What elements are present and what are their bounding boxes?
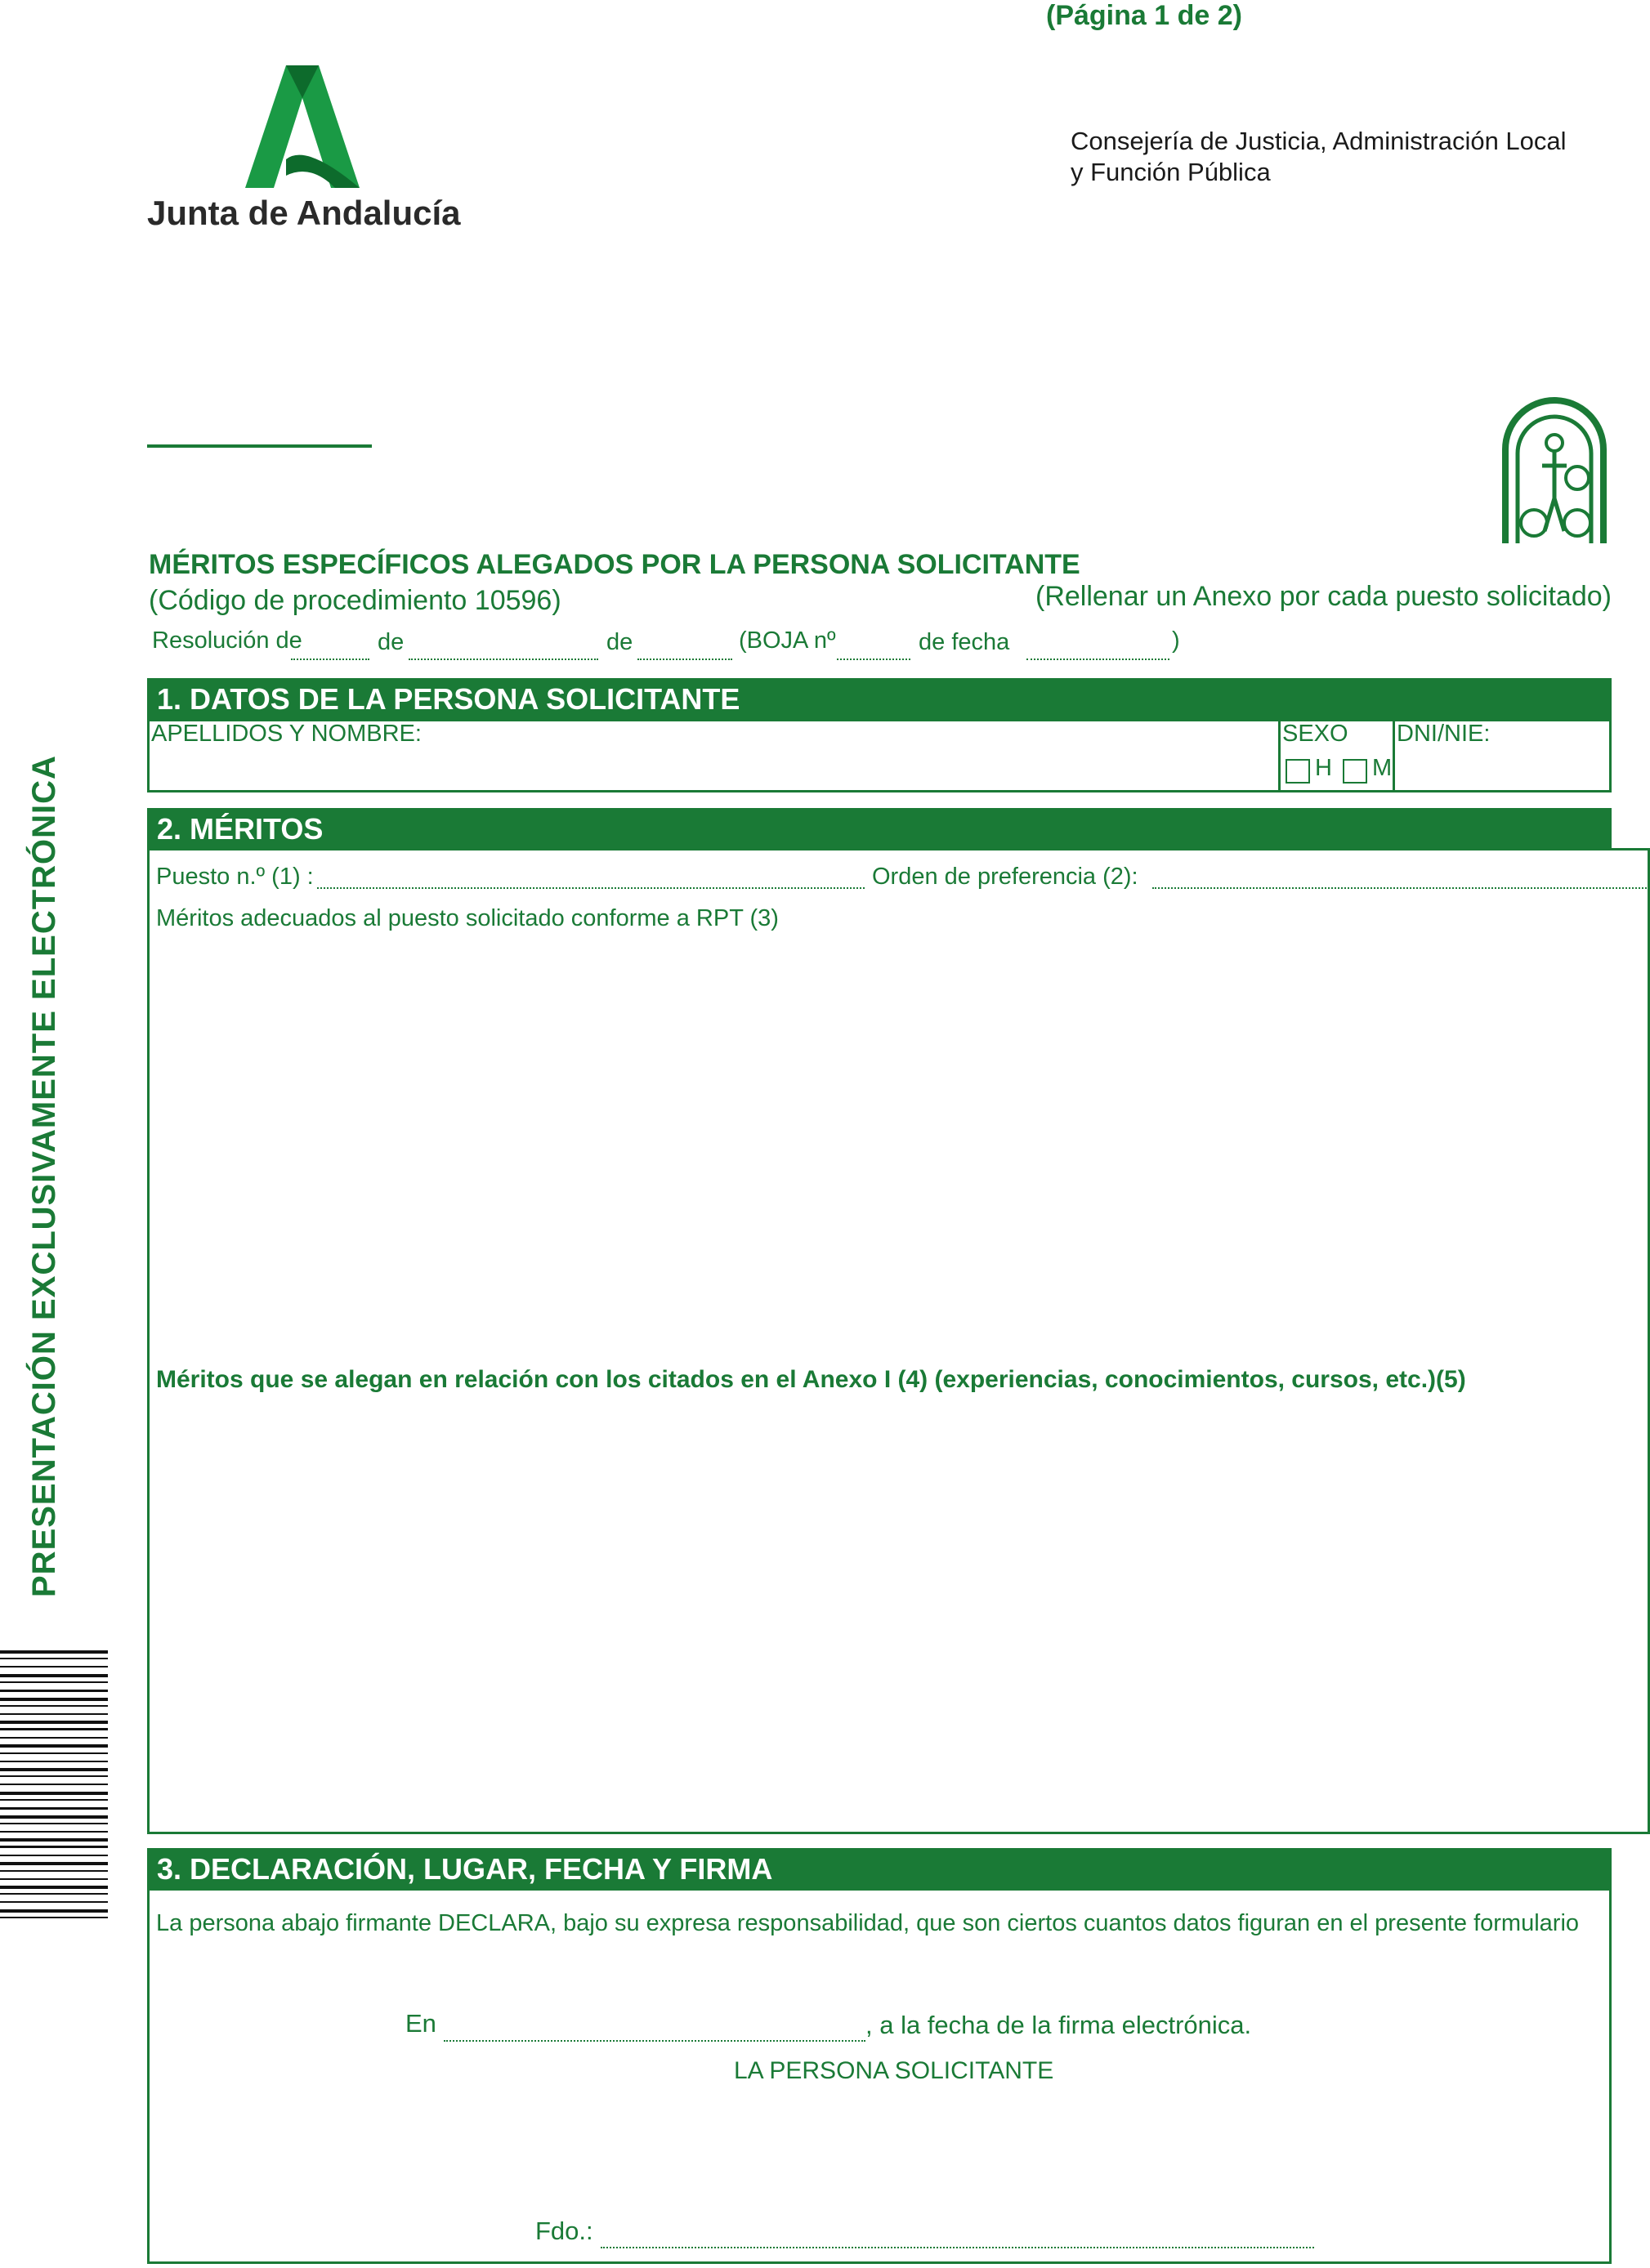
resolution-label: Resolución de <box>152 627 302 654</box>
page-indicator: (Página 1 de 2) <box>1046 0 1242 31</box>
resolution-field-3[interactable] <box>637 659 732 660</box>
en-label: En <box>405 2009 436 2038</box>
barcode-icon <box>0 1650 108 1924</box>
fdo-label: Fdo.: <box>535 2217 593 2245</box>
procedure-code: (Código de procedimiento 10596) <box>149 585 561 616</box>
form-title-note: (Rellenar un Anexo por cada puesto solicitado) <box>1035 581 1612 612</box>
resolution-field-2[interactable] <box>409 659 598 660</box>
resolution-field-1[interactable] <box>291 659 369 660</box>
boja-field[interactable] <box>837 659 910 660</box>
header-rule <box>147 444 372 448</box>
anexo-label: Méritos que se alegan en relación con los citados en el Anexo I (4) (experiencias, conocimientos, cursos, etc.)(5) <box>156 1366 1466 1393</box>
puesto-label: Puesto n.º (1) : <box>156 864 314 890</box>
declaration-text: La persona abajo firmante DECLARA, bajo su expresa responsabilidad, que son ciertos cuantos datos figuran en el presente formulario <box>156 1910 1580 1936</box>
name-label: APELLIDOS Y NOMBRE: <box>151 721 422 747</box>
section2-header: 2. MÉRITOS <box>147 808 1612 850</box>
junta-logo <box>147 65 360 196</box>
coat-of-arms-icon <box>1497 392 1612 547</box>
consejeria-line1: Consejería de Justicia, Administración Local <box>1071 127 1567 155</box>
form-title-main: MÉRITOS ESPECÍFICOS ALEGADOS POR LA PERSONA SOLICITANTE <box>149 549 1080 580</box>
sex-h-label: H <box>1315 755 1332 781</box>
orden-field[interactable] <box>1152 887 1647 889</box>
sex-m-label: M <box>1372 755 1393 781</box>
section1-divider-1 <box>1278 721 1281 790</box>
section1-header: 1. DATOS DE LA PERSONA SOLICITANTE <box>147 678 1612 721</box>
resolution-de-2: de <box>606 629 633 655</box>
resolution-de-1: de <box>378 629 405 655</box>
sex-label: SEXO <box>1282 721 1348 747</box>
dni-input[interactable] <box>1397 750 1606 786</box>
puesto-field[interactable] <box>317 887 865 889</box>
consejeria-line2: y Función Pública <box>1071 158 1271 186</box>
side-vertical-text: PRESENTACIÓN EXCLUSIVAMENTE ELECTRÓNICA <box>26 755 62 1597</box>
logo-text: Junta de Andalucía <box>147 194 461 232</box>
signature-field[interactable] <box>601 2247 1314 2248</box>
anexo-textarea[interactable] <box>156 1401 1635 1826</box>
place-field[interactable] <box>444 2040 865 2042</box>
rpt-label: Méritos adecuados al puesto solicitado conforme a RPT (3) <box>156 905 779 931</box>
fecha-label: de fecha <box>919 629 1010 655</box>
fecha-field[interactable] <box>1026 659 1169 660</box>
section1-divider-2 <box>1393 721 1395 790</box>
boja-label: (BOJA nº <box>739 627 836 654</box>
resolution-close: ) <box>1172 627 1180 654</box>
section3-header: 3. DECLARACIÓN, LUGAR, FECHA Y FIRMA <box>147 1848 1612 1891</box>
barcode <box>0 1650 108 1924</box>
junta-logo-icon <box>229 65 376 192</box>
coat-of-arms <box>1497 392 1612 547</box>
sex-m-checkbox[interactable] <box>1343 759 1367 784</box>
sex-h-checkbox[interactable] <box>1286 759 1310 784</box>
orden-label: Orden de preferencia (2): <box>872 864 1138 890</box>
rpt-textarea[interactable] <box>156 940 1635 1348</box>
solicitante-label: LA PERSONA SOLICITANTE <box>734 2057 1054 2084</box>
dni-label: DNI/NIE: <box>1397 721 1491 747</box>
fecha-firma-text: , a la fecha de la firma electrónica. <box>865 2011 1252 2039</box>
name-input[interactable] <box>152 750 1272 786</box>
